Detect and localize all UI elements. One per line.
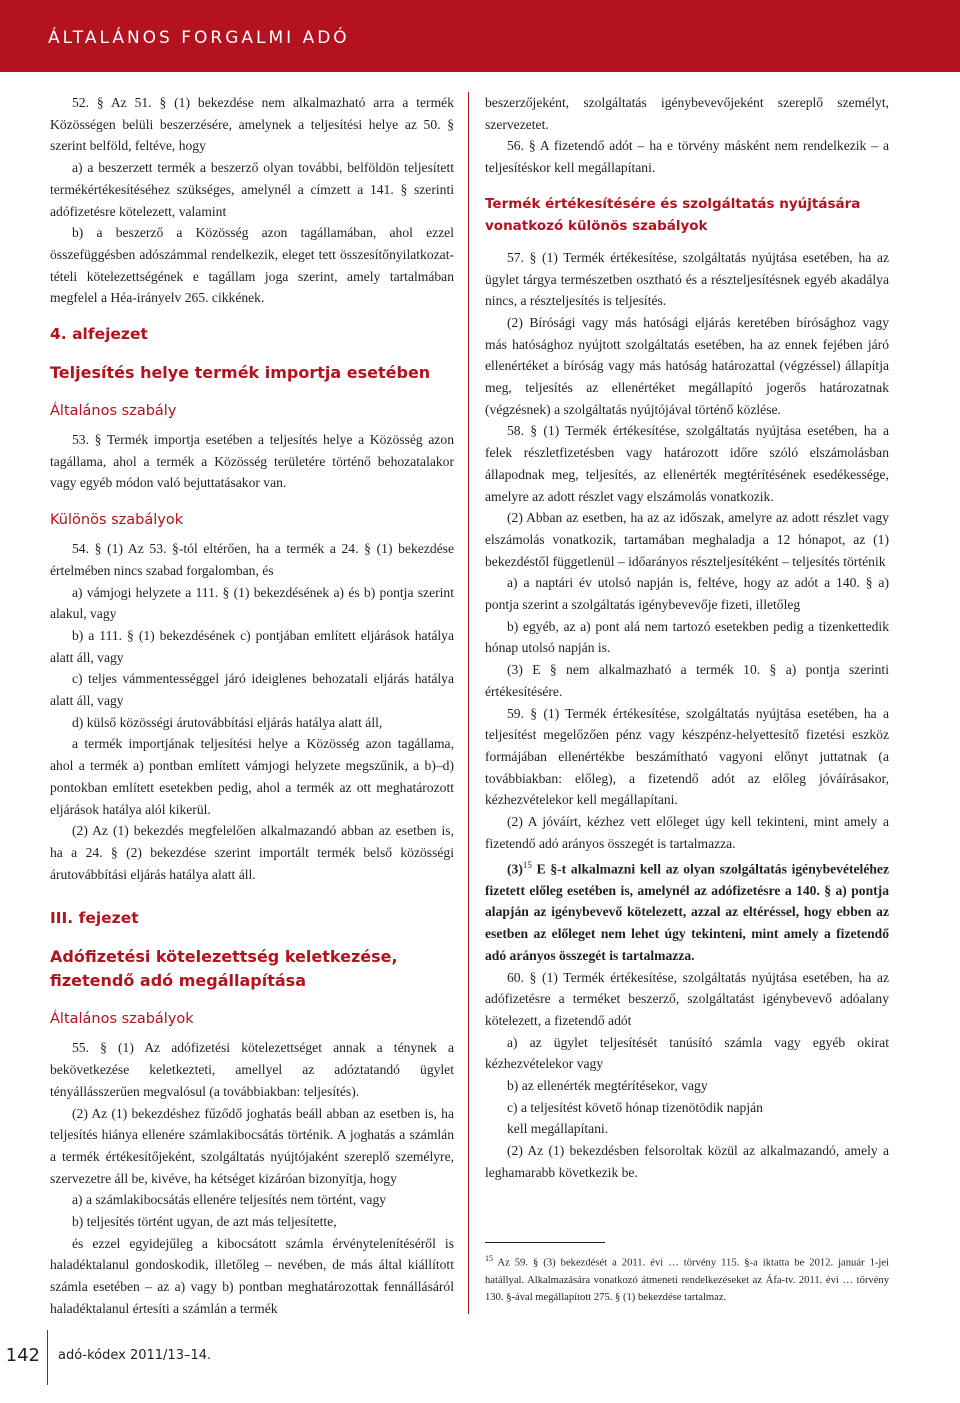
section-title: Teljesítés helye termék importja esetében xyxy=(50,363,431,383)
left-column xyxy=(50,92,454,1320)
footer-divider xyxy=(47,1330,48,1385)
paragraph: a) a naptári év utolsó napján is, feltéve, hogy az adót a 140. § a) pontja szerint a szolgáltatás igénybevevője fizeti, illetőleg xyxy=(485,575,889,613)
header-bar xyxy=(0,0,960,72)
paragraph: a) a beszerzett termék a beszerző olyan további, belföldön teljesített termékértékesítéséhez szükséges, amelynél a címzett a 141. § szerinti adófizetésre kötelezett, valamint xyxy=(50,160,454,219)
paragraph: b) a beszerző a Közösség azon tagállamában, ahol ezzel összefüggésben adószámmal rendelkezik, eleget tett összesítőnyilatkozat-tételi kötelezettségének e tagállam joga szerint, amely tartalmában megfelel a Héa-irányelv 265. cikkének. xyxy=(50,225,454,306)
paragraph: b) teljesítés történt ugyan, de azt más teljesítette, xyxy=(72,1214,337,1230)
footnote-number: 15 xyxy=(485,1254,493,1263)
paragraph-text: E §-t alkalmazni kell az olyan szolgáltatás igénybevételéhez fizetett előleg esetében is, amelynél az adófizetésre a 140. § a) pontja alapján az igénybevevő kötelezett, azzal az eltéréssel, hogy ebben az esetben az előleget nem lehet úgy tekinteni, mint amely a fizetendő adó arányos összegét is tartalmazza. xyxy=(485,861,889,963)
footnote xyxy=(485,1250,889,1306)
paragraph: 57. § (1) Termék értékesítése, szolgáltatás nyújtása esetében, ha az ügylet tárgya természetben osztható és a részteljesítésnek egyéb akadálya nincs, a részteljesítés is teljesítés. xyxy=(485,249,889,309)
paragraph: (2) Abban az esetben, ha az az időszak, amelyre az adott részlet vagy elszámolás vonatkozik, tartamában meghaladja a 12 hónapot, az (1) bekezdéstől függetlenül – időarányos részteljesítéként – teljesítés történik xyxy=(485,510,889,569)
section-heading: Termék értékesítésére és szolgáltatás nyújtására vonatkozó különös szabályok xyxy=(485,195,861,234)
paragraph: 53. § Termék importja esetében a teljesítés helye a Közösség azon tagállama, ahol a termék a Közösség területére történő behozatalakor vagy egyéb módon való bejuttatásakor van. xyxy=(50,432,454,491)
paragraph: (3) E § nem alkalmazható a termék 10. § a) pontja szerinti értékesítésére. xyxy=(485,662,889,699)
paragraph: a) a számlakibocsátás ellenére teljesítés nem történt, vagy xyxy=(72,1192,387,1208)
subheading: Általános szabályok xyxy=(50,1011,194,1028)
paragraph: 59. § (1) Termék értékesítése, szolgáltatás nyújtása esetében, ha a teljesítést megelőzően pénz vagy készpénz-helyettesítő fizetési eszköz formájában ellenértékbe beszámítható vagyoni előnyt juttatnak (a továbbiakban: előleg), a fizetendő adót az előleg jóváírásakor, kézhezvételekor kell megállapítani. xyxy=(485,705,889,808)
subheading: Általános szabály xyxy=(50,403,177,420)
subheading: Különös szabályok xyxy=(50,512,184,529)
paragraph: a) vámjogi helyzete a 111. § (1) bekezdésének a) és b) pontja szerint alakul, vagy xyxy=(50,584,454,622)
paragraph: c) a teljesítést követő hónap tizenötödik napján xyxy=(507,1099,763,1115)
paragraph: és ezzel egyidejűleg a kibocsátott számla érvénytelenítéséről is haladéktalanul gondoskodik, illetőleg – nevében, de más által kiállított számla esetében – az a) vagy b) pontban meghatározottak fennállásáról haladéktalanul értesíti a számlán a termék xyxy=(50,1235,454,1316)
paragraph: (2) Az (1) bekezdésben felsoroltak közül az alkalmazandó, amely a leghamarabb következik be. xyxy=(485,1143,889,1180)
paragraph: (2) A jóváírt, kézhez vett előleget úgy kell tekinteni, mint amely a fizetendő adó arányos összegét is tartalmazza. xyxy=(485,814,889,851)
chapter-heading: III. fejezet xyxy=(50,909,139,928)
paragraph: 55. § (1) Az adófizetési kötelezettséget annak a ténynek a bekövetkezése keletkezteti, amellyel az adóztatandó ügylet tényállásszerűen megvalósul (a továbbiakban: teljesítés). xyxy=(50,1040,454,1099)
column-divider xyxy=(468,92,469,1314)
paragraph: 54. § (1) Az 53. §-tól eltérően, ha a termék a 24. § (1) bekezdése értelmében nincs szabad forgalomban, és xyxy=(50,541,454,578)
paragraph: b) a 111. § (1) bekezdésének c) pontjában említett eljárások hatálya alatt áll, vagy xyxy=(50,627,454,665)
paragraph: kell megállapítani. xyxy=(507,1121,609,1137)
paragraph: b) az ellenérték megtérítésekor, vagy xyxy=(507,1078,708,1094)
paragraph: a termék importjának teljesítési helye a Közösség azon tagállama, ahol a termék a) pontban említett vámjogi helyzete megszűnik, a b)–d) pontokban említett esetekben pedig, ahol a termék az ott meghatározott eljárások hatálya alól kikerül. xyxy=(50,736,454,817)
paragraph: 60. § (1) Termék értékesítése, szolgáltatás nyújtása esetében, ha az adófizetésre a terméket beszerző, szolgáltatást igénybevevő adóalany kötelezett, a fizetendő adót xyxy=(485,969,889,1028)
paragraph: d) külső közösségi árutovábbítási eljárás hatálya alatt áll, xyxy=(72,714,383,730)
paragraph: (2) Az (1) bekezdés megfelelően alkalmazandó abban az esetben is, ha a 24. § (2) bekezdése szerint importált termék belső közösségi árutovábbítási eljárás hatálya alatt áll. xyxy=(50,823,454,882)
footnote-text: Az 59. § (3) bekezdését a 2011. évi … törvény 115. §-a iktatta be 2012. január 1-jei hatállyal. Alkalmazására vonatkozó átmeneti rendelkezéseket az Áfa-tv. 2011. évi … törvény 130. §-ával megállapított 275. § (1) bekezdése tartalmaz. xyxy=(485,1257,889,1303)
paragraph: c) teljes vámmentességgel járó ideiglenes behozatali eljárás hatálya alatt áll, vagy xyxy=(50,671,454,709)
subchapter-heading: 4. alfejezet xyxy=(50,325,148,344)
paragraph: beszerzőjeként, szolgáltatás igénybevevőjeként szereplő személyt, szervezetet. xyxy=(485,95,889,132)
footnote-ref: 15 xyxy=(522,859,532,870)
paragraph: b) egyéb, az a) pont alá nem tartozó esetekben pedig a tizenkettedik hónap utolsó napján is. xyxy=(485,618,889,656)
amended-paragraph xyxy=(485,855,889,967)
footer-publication: adó-kódex 2011/13–14. xyxy=(58,1348,212,1363)
paragraph: (2) Az (1) bekezdéshez fűződő joghatás beáll abban az esetben is, ha teljesítés hiánya ellenére számlakibocsátás történik. A joghatás a számlán a termék értékesítőjeként, szolgáltatás nyújtójaként szereplő személyre, szervezetre áll be, kivéve, ha kétséget kizáróan bizonyítja, hogy xyxy=(50,1105,454,1186)
page-number: 142 xyxy=(5,1345,40,1366)
paragraph-number: (3) xyxy=(507,861,523,877)
chapter-title: Adófizetési kötelezettség keletkezése, fizetendő adó megállapítása xyxy=(50,947,398,991)
paragraph: a) az ügylet teljesítését tanúsító számla vagy egyéb okirat kézhezvételekor vagy xyxy=(485,1034,889,1072)
paragraph: 52. § Az 51. § (1) bekezdése nem alkalmazható arra a termék Közösségen belüli beszerzésére, amelynek a teljesítési helye az 50. § szerint belföld, feltéve, hogy xyxy=(50,95,454,154)
footnote-rule xyxy=(485,1242,605,1243)
paragraph: (2) Bírósági vagy más hatósági eljárás keretében bírósághoz vagy más hatósághoz nyújtott szolgáltatás esetében, ha az ennek fejében járó ellenértéket a bíróság vagy más hatóság határozattal (végzéssel) állapítja meg, teljesítés az ellenértéket megállapító jogerős határozatnak (végzésnek) a szolgáltatás nyújtójával történő közlése. xyxy=(485,314,889,417)
running-header-title: ÁLTALÁNOS FORGALMI ADÓ xyxy=(48,28,350,48)
paragraph: 58. § (1) Termék értékesítése, szolgáltatás nyújtása esetében, ha a felek részletfizetésben vagy határozott időre szóló elszámolásban állapodnak meg, teljesítés, az ellenérték megtérítésének esedékessége, amelyre az adott részlet vagy elszámolás vonatkozik. xyxy=(485,423,889,504)
right-column xyxy=(485,92,889,1184)
paragraph: 56. § A fizetendő adót – ha e törvény másként nem rendelkezik – a teljesítéskor kell megállapítani. xyxy=(485,138,889,176)
